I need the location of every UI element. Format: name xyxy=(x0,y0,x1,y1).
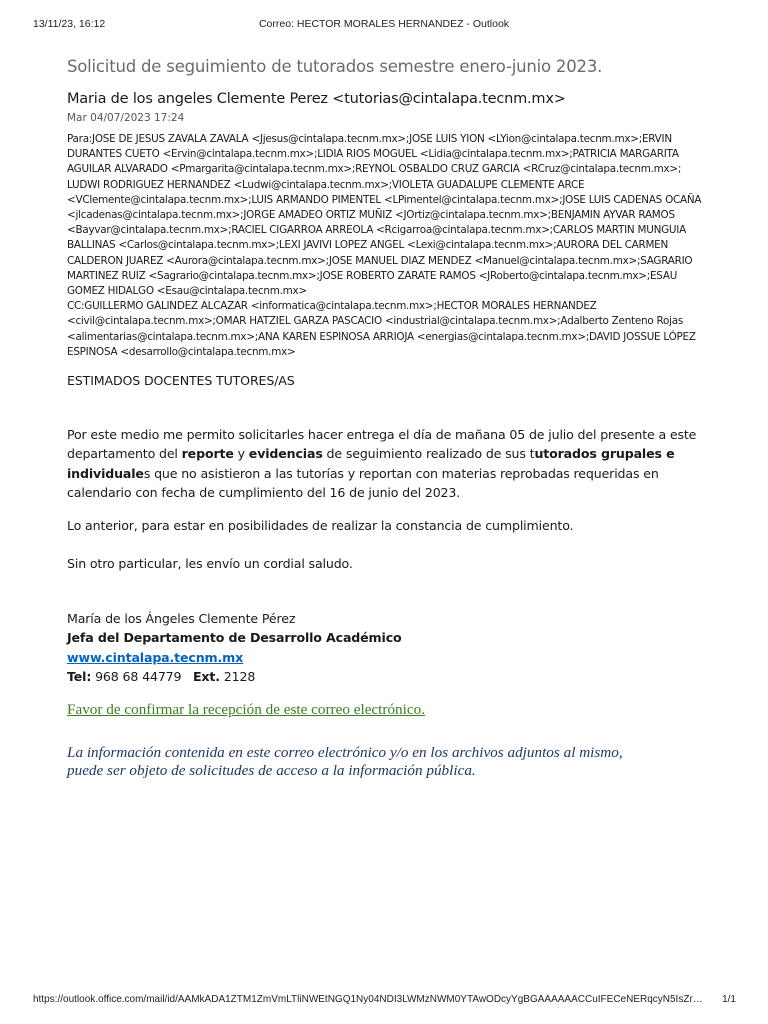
bold-evidencias: evidencias xyxy=(248,446,323,462)
public-information-notice xyxy=(67,744,727,780)
tel-value: 968 68 44779 xyxy=(91,668,193,684)
email-date: Mar 04/07/2023 17:24 xyxy=(67,112,185,124)
paragraph-line xyxy=(67,444,707,463)
paragraph-line xyxy=(67,464,707,483)
text-span: s que no asistieron a las tutorías y reportan con materias reprobadas requeridas en xyxy=(143,465,659,481)
confirm-receipt-request: Favor de confirmar la recepción de este correo electrónico. xyxy=(67,701,425,718)
bold-reporte: reporte xyxy=(181,446,234,462)
email-signature xyxy=(67,609,707,686)
notice-line: puede ser objeto de solicitudes de acceso a la información pública. xyxy=(67,762,476,779)
notice-line: La información contenida en este correo electrónico y/o en los archivos adjuntos al mismo, xyxy=(67,744,623,761)
email-greeting: ESTIMADOS DOCENTES TUTORES/AS xyxy=(67,373,295,388)
tel-label: Tel: xyxy=(67,668,92,684)
recipients-line: AGUILAR ALVARADO <Pmargarita@cintalapa.tecnm.mx>;REYNOL OSBALDO CRUZ GARCIA <RCruz@cintalapa.tecnm.mx>; xyxy=(67,163,682,176)
recipients-line: GOMEZ HIDALGO <Esau@cintalapa.tecnm.mx> xyxy=(67,285,307,298)
ext-value: 2128 xyxy=(219,668,256,684)
signature-name: María de los Ángeles Clemente Pérez xyxy=(67,611,296,626)
text-span: y xyxy=(233,446,249,462)
print-datetime: 13/11/23, 16:12 xyxy=(33,18,106,30)
print-footer xyxy=(0,994,768,1008)
recipients-list xyxy=(67,132,707,360)
ext-label: Ext. xyxy=(192,668,220,684)
recipients-line: BALLINAS <Carlos@cintalapa.tecnm.mx>;LEXI JAVIVI LOPEZ ANGEL <Lexi@cintalapa.tecnm.mx>;AURORA DEL CARMEN xyxy=(67,239,668,252)
signature-position xyxy=(67,628,707,647)
bold-tutorados: utorados grupales e xyxy=(534,446,675,462)
recipients-line: <Bayvar@cintalapa.tecnm.mx>;RACIEL CIGARROA ARREOLA <Rcigarroa@cintalapa.tecnm.mx>;CARLOS MARTIN MUNGUIA xyxy=(67,224,686,237)
cc-line: <civil@cintalapa.tecnm.mx>;OMAR HATZIEL GARZA PASCACIO <industrial@cintalapa.tecnm.mx>;Adalberto Zenteno Rojas xyxy=(67,315,684,328)
cc-line: CC:GUILLERMO GALINDEZ ALCAZAR <informatica@cintalapa.tecnm.mx>;HECTOR MORALES HERNANDEZ xyxy=(67,300,597,313)
recipients-line: MARTINEZ RUIZ <Sagrario@cintalapa.tecnm.mx>;JOSE ROBERTO ZARATE RAMOS <JRoberto@cintalapa.tecnm.mx>;ESAU xyxy=(67,269,678,282)
email-paragraph-purpose: Lo anterior, para estar en posibilidades de realizar la constancia de cumplimiento. xyxy=(67,518,574,533)
paragraph-line: Por este medio me permito solicitarles hacer entrega el día de mañana 05 de julio del presente a este xyxy=(67,427,697,442)
website-link[interactable]: www.cintalapa.tecnm.mx xyxy=(67,649,244,665)
paragraph-line: calendario con fecha de cumplimiento del 16 de junio del 2023. xyxy=(67,484,461,500)
recipients-line: <jlcadenas@cintalapa.tecnm.mx>;JORGE AMADEO ORTIZ MUÑIZ <JOrtiz@cintalapa.tecnm.mx>;BENJAMIN AYVAR RAMOS xyxy=(67,209,675,222)
recipients-line: LUDWI RODRIGUEZ HERNANDEZ <Ludwi@cintalapa.tecnm.mx>;VIOLETA GUADALUPE CLEMENTE ARCE xyxy=(67,178,585,191)
signature-phone xyxy=(67,667,707,686)
recipients-line: CALDERON JUAREZ <Aurora@cintalapa.tecnm.mx>;JOSE MANUEL DIAZ MENDEZ <Manuel@cintalapa.tecnm.mx>;SAGRARIO xyxy=(67,254,693,267)
print-header xyxy=(0,18,768,32)
text-span: departamento del xyxy=(67,446,182,462)
email-subject: Solicitud de seguimiento de tutorados semestre enero-junio 2023. xyxy=(67,57,603,76)
cc-line: ESPINOSA <desarrollo@cintalapa.tecnm.mx> xyxy=(67,345,296,358)
email-paragraph-request xyxy=(67,425,707,502)
recipients-line: Para:JOSE DE JESUS ZAVALA ZAVALA <Jjesus@cintalapa.tecnm.mx>;JOSE LUIS YION <LYion@cintalapa.tecnm.mx>;ERVIN xyxy=(67,133,672,145)
text-span: de seguimiento realizado de sus t xyxy=(322,446,535,462)
email-sender[interactable]: Maria de los angeles Clemente Perez <tutorias@cintalapa.tecnm.mx> xyxy=(67,91,566,107)
email-paragraph-closing: Sin otro particular, les envío un cordial saludo. xyxy=(67,556,353,571)
print-url: https://outlook.office.com/mail/id/AAMkADA1ZTM1ZmVmLTliNWEtNGQ1Ny04NDI3LWMzNWM0YTAwODcyYgBGAAAAAACCuIFECeNERqcyN5IsZr… xyxy=(33,994,703,1005)
recipients-line: DURANTES CUETO <Ervin@cintalapa.tecnm.mx>;LIDIA RIOS MOGUEL <Lidia@cintalapa.tecnm.mx>;PATRICIA MARGARITA xyxy=(67,148,679,161)
bold-individuales: individuale xyxy=(67,465,144,481)
recipients-line: <VClemente@cintalapa.tecnm.mx>;LUIS ARMANDO PIMENTEL <LPimentel@cintalapa.tecnm.mx>;JOSE LUIS CADENAS OCAÑA xyxy=(67,193,702,206)
signature-position-text: Jefa del Departamento de Desarrollo Académico xyxy=(67,630,402,646)
signature-website xyxy=(67,648,707,667)
print-page-title: Correo: HECTOR MORALES HERNANDEZ - Outlook xyxy=(258,18,510,30)
page-number: 1/1 xyxy=(722,994,736,1005)
cc-line: <alimentarias@cintalapa.tecnm.mx>;ANA KAREN ESPINOSA ARRIOJA <energias@cintalapa.tecnm.mx>;DAVID JOSSUE LÓPEZ xyxy=(67,330,696,343)
